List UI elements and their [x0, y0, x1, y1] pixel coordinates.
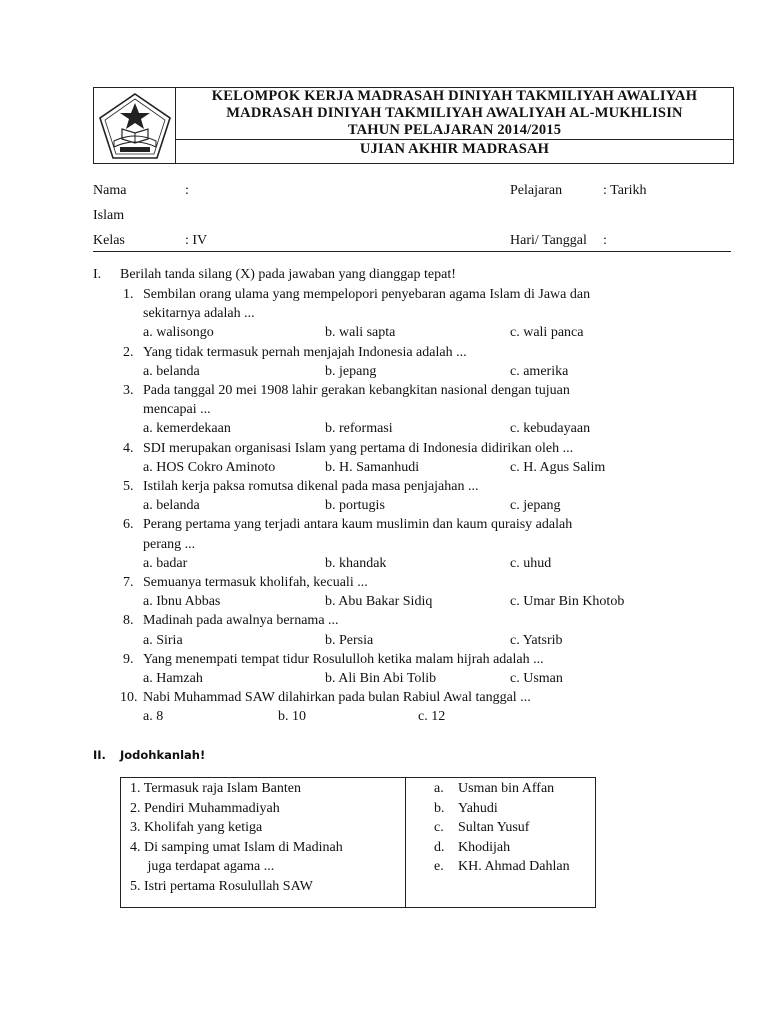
hari-tanggal-separator: :	[603, 233, 607, 248]
answer-option-c[interactable]: c. wali panca	[510, 325, 584, 341]
question-number: 3.	[123, 383, 134, 398]
header-divider	[176, 139, 733, 140]
section-1-numeral: I.	[93, 267, 102, 282]
answer-option-b[interactable]: b. wali sapta	[325, 325, 396, 341]
match-left-5: 5. Istri pertama Rosulullah SAW	[130, 878, 313, 894]
answer-option-c[interactable]: c. Yatsrib	[510, 632, 563, 648]
answer-option-b[interactable]: b. Persia	[325, 632, 374, 648]
pelajaran-label: Pelajaran	[510, 183, 563, 198]
question-number: 10.	[120, 690, 138, 706]
answer-option-a[interactable]: a. kemerdekaan	[143, 421, 231, 437]
hari-tanggal-label: Hari/ Tanggal	[510, 233, 587, 248]
header-text	[176, 88, 733, 163]
question-number: 1.	[123, 287, 134, 302]
question-text: Yang tidak termasuk pernah menjajah Indonesia adalah ...	[143, 344, 467, 360]
question-text: Nabi Muhammad SAW dilahirkan pada bulan Rabiul Awal tanggal ...	[143, 690, 531, 706]
answer-option-b[interactable]: b. 10	[278, 709, 306, 725]
answer-option-b[interactable]: b. jepang	[325, 363, 377, 379]
match-right-item-c: Sultan Yusuf	[458, 820, 530, 835]
kelas-label: Kelas	[93, 233, 125, 248]
answer-option-b[interactable]: b. H. Samanhudi	[325, 459, 420, 475]
question-number: 2.	[123, 344, 134, 360]
question-text: Sembilan orang ulama yang mempelopori penyebaran agama Islam di Jawa dan	[143, 287, 591, 302]
answer-option-a[interactable]: a. HOS Cokro Aminoto	[143, 459, 276, 475]
match-right-letter-d: d.	[434, 839, 445, 855]
match-right-letter-a: a.	[434, 781, 444, 796]
answer-option-a[interactable]: a. belanda	[143, 498, 200, 514]
question-text: sekitarnya adalah ...	[143, 306, 255, 322]
kelas-value: : IV	[185, 233, 208, 248]
exam-header	[93, 87, 734, 164]
answer-option-b[interactable]: b. reformasi	[325, 421, 393, 437]
match-right-item-a: Usman bin Affan	[458, 781, 555, 796]
question-text: Semuanya termasuk kholifah, kecuali ...	[143, 575, 368, 590]
question-number: 7.	[123, 575, 134, 590]
answer-option-a[interactable]: a. Ibnu Abbas	[143, 594, 221, 610]
match-left-2: 2. Pendiri Muhammadiyah	[130, 800, 280, 816]
question-number: 9.	[123, 651, 134, 667]
match-right-letter-c: c.	[434, 820, 444, 835]
header-line-1: KELOMPOK KERJA MADRASAH DINIYAH TAKMILIYAH AWALIYAH	[211, 88, 698, 104]
answer-option-c[interactable]: c. Usman	[510, 671, 563, 686]
question-text: Pada tanggal 20 mei 1908 lahir gerakan kebangkitan nasional dengan tujuan	[143, 383, 570, 398]
answer-option-a[interactable]: a. Siria	[143, 632, 183, 648]
match-right-letter-e: e.	[434, 859, 444, 874]
section-2-title: Jodohkanlah!	[120, 748, 206, 762]
match-left-3: 3. Kholifah yang ketiga	[130, 820, 263, 835]
answer-option-b[interactable]: b. Ali Bin Abi Tolib	[325, 671, 437, 686]
answer-option-b[interactable]: b. Abu Bakar Sidiq	[325, 594, 433, 610]
match-left-1: 1. Termasuk raja Islam Banten	[130, 781, 301, 796]
question-text: SDI merupakan organisasi Islam yang pertama di Indonesia didirikan oleh ...	[143, 440, 574, 456]
answer-option-c[interactable]: c. Umar Bin Khotob	[510, 594, 625, 610]
question-number: 4.	[123, 440, 134, 456]
pelajaran-value-wrap: Islam	[93, 208, 125, 223]
question-number: 5.	[123, 479, 134, 494]
identity-rule	[93, 251, 731, 252]
question-number: 8.	[123, 613, 134, 629]
nama-label: Nama	[93, 183, 127, 198]
answer-option-c[interactable]: c. kebudayaan	[510, 421, 591, 437]
answer-option-a[interactable]: a. badar	[143, 555, 188, 571]
header-line-3: TAHUN PELAJARAN 2014/2015	[347, 122, 562, 138]
header-line-4: UJIAN AKHIR MADRASAH	[359, 141, 550, 157]
question-text: Istilah kerja paksa romutsa dikenal pada masa penjajahan ...	[143, 479, 479, 494]
question-text: Madinah pada awalnya bernama ...	[143, 613, 339, 629]
answer-option-c[interactable]: c. 12	[418, 709, 446, 725]
match-left-4-cont: juga terdapat agama ...	[130, 859, 275, 874]
answer-option-c[interactable]: c. uhud	[510, 555, 552, 571]
question-text: perang ...	[143, 536, 196, 552]
answer-option-a[interactable]: a. belanda	[143, 363, 200, 379]
match-right-item-d: Khodijah	[458, 839, 511, 855]
matching-table	[120, 777, 596, 908]
section-1-instruction: Berilah tanda silang (X) pada jawaban yang dianggap tepat!	[120, 267, 456, 282]
answer-option-c[interactable]: c. H. Agus Salim	[510, 459, 606, 475]
answer-option-b[interactable]: b. portugis	[325, 498, 385, 514]
matching-divider	[405, 778, 406, 907]
match-right-item-e: KH. Ahmad Dahlan	[458, 859, 570, 874]
logo-cell	[94, 88, 176, 163]
question-text: Perang pertama yang terjadi antara kaum muslimin dan kaum quraisy adalah	[143, 517, 573, 533]
answer-option-a[interactable]: a. Hamzah	[143, 671, 203, 686]
section-2-numeral: II.	[93, 748, 106, 762]
answer-option-a[interactable]: a. 8	[143, 709, 164, 725]
header-line-2: MADRASAH DINIYAH TAKMILIYAH AWALIYAH AL-MUKHLISIN	[226, 105, 683, 121]
nama-separator: :	[185, 183, 189, 198]
pelajaran-value: : Tarikh	[603, 183, 647, 198]
question-text: Yang menempati tempat tidur Rosululloh ketika malam hijrah adalah ...	[143, 651, 544, 667]
answer-option-b[interactable]: b. khandak	[325, 555, 387, 571]
match-left-4: 4. Di samping umat Islam di Madinah	[130, 839, 343, 855]
answer-option-a[interactable]: a. walisongo	[143, 325, 214, 341]
answer-option-c[interactable]: c. amerika	[510, 363, 569, 379]
question-text: mencapai ...	[143, 402, 211, 418]
emblem-star-book-icon	[96, 91, 174, 161]
answer-option-c[interactable]: c. jepang	[510, 498, 561, 514]
match-right-item-b: Yahudi	[458, 800, 498, 816]
match-right-letter-b: b.	[434, 800, 445, 816]
question-number: 6.	[123, 517, 134, 533]
